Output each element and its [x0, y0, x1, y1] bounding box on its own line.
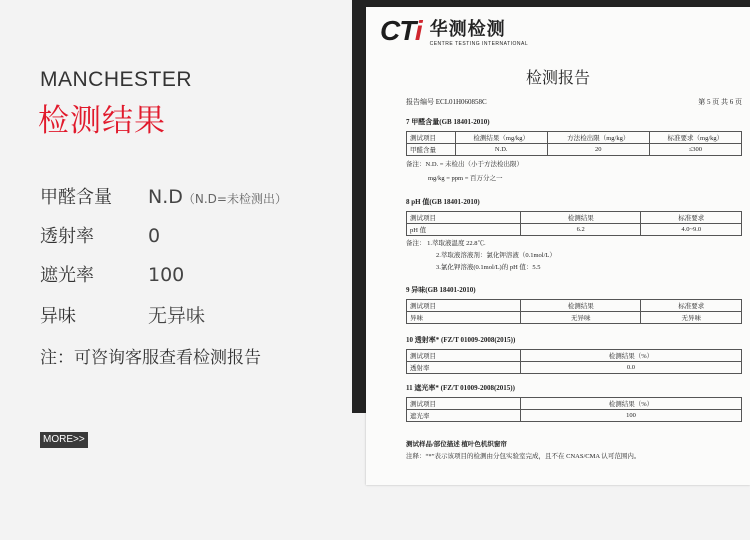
- table-row: [407, 312, 742, 324]
- table-header-row: [407, 398, 742, 410]
- table-header: 测试项目: [407, 132, 456, 144]
- consult-note: 注：可咨询客服查看检测报告: [40, 348, 261, 368]
- table-cell: 透射率: [407, 362, 521, 374]
- section-title: 7 甲醛含量(GB 18401-2010): [406, 118, 490, 126]
- table-cell: 6.2: [520, 224, 641, 236]
- table-header: 检测结果: [520, 300, 641, 312]
- result-row: [40, 222, 160, 248]
- result-value: N.D: [148, 186, 183, 208]
- table-cell: pH 值: [407, 224, 521, 236]
- formaldehyde-table: [406, 131, 742, 156]
- table-header: 标准要求（mg/kg）: [649, 132, 741, 144]
- result-key: 遮光率: [40, 265, 94, 286]
- remark: 备注：N.D. = 未检出（小于方法检出限）: [406, 161, 524, 168]
- table-row: [407, 144, 742, 156]
- table-header: 测试项目: [407, 300, 521, 312]
- table-header: 测试项目: [407, 350, 521, 362]
- result-value: 100: [148, 264, 185, 286]
- table-header: 检测结果（mg/kg）: [455, 132, 547, 144]
- table-cell: N.D.: [455, 144, 547, 156]
- logo-mark-text: CT: [380, 15, 415, 46]
- table-cell: 遮光率: [407, 410, 521, 422]
- transmittance-table: [406, 349, 742, 374]
- remark: 3.氯化钾溶液(0.1mol/L)的 pH 值：5.5: [436, 264, 541, 271]
- shading-table: [406, 397, 742, 422]
- remark: 备注： 1.萃取液温度 22.8℃.: [406, 240, 486, 247]
- section-headline: 检测结果: [38, 103, 166, 139]
- section-title: 9 异味(GB 18401-2010): [406, 286, 476, 294]
- sample-description: 测试样品/部位描述 植叶色机织窗帘: [406, 441, 507, 448]
- table-header-row: [407, 212, 742, 224]
- report-meta: [406, 97, 742, 107]
- table-cell: 异味: [407, 312, 521, 324]
- product-info-panel: [0, 0, 352, 540]
- odor-table: [406, 299, 742, 324]
- ph-table: [406, 211, 742, 236]
- table-cell: 0.0: [520, 362, 741, 374]
- table-cell: ≤300: [649, 144, 741, 156]
- result-row: [40, 301, 205, 328]
- cti-logo-mark: [380, 15, 422, 47]
- table-header: 方法检出限（mg/kg）: [547, 132, 649, 144]
- page-indicator: 第 5 页 共 6 页: [698, 98, 742, 106]
- table-row: [407, 410, 742, 422]
- result-key: 透射率: [40, 226, 94, 247]
- logo-english-name: CENTRE TESTING INTERNATIONAL: [429, 41, 529, 47]
- logo-mark-i: i: [414, 15, 422, 46]
- table-header-row: [407, 300, 742, 312]
- remark: mg/kg = ppm = 百万分之一: [428, 175, 503, 182]
- table-cell: 无异味: [641, 312, 742, 324]
- result-key: 甲醛含量: [40, 187, 112, 208]
- table-cell: 无异味: [520, 312, 641, 324]
- result-row: [40, 183, 287, 209]
- table-cell: 20: [547, 144, 649, 156]
- table-cell: 4.0~9.0: [641, 224, 742, 236]
- table-row: [407, 362, 742, 374]
- table-cell: 100: [520, 410, 741, 422]
- test-report-document: [366, 7, 750, 485]
- table-header: 测试项目: [407, 212, 521, 224]
- table-cell: 甲醛含量: [407, 144, 456, 156]
- logo-chinese-name: 华测检测: [429, 19, 506, 40]
- brand-name: MANCHESTER: [40, 68, 193, 91]
- table-header: 测试项目: [407, 398, 521, 410]
- result-row: [40, 261, 184, 287]
- table-row: [407, 224, 742, 236]
- table-header-row: [407, 132, 742, 144]
- section-title: 10 透射率* (FZ/T 01009-2008(2015)): [406, 336, 516, 344]
- table-header: 检测结果（%）: [520, 350, 741, 362]
- footnote: 注释：“*”表示该项目的检测由分包实验室完成，且不在 CNAS/CMA 认可范围内。: [406, 453, 641, 460]
- table-header-row: [407, 350, 742, 362]
- table-header: 检测结果: [520, 212, 641, 224]
- remark: 2.萃取液溶液剂：氯化钾溶液（0.1mol/L）: [436, 252, 556, 259]
- more-button[interactable]: MORE>>: [40, 432, 88, 448]
- report-title: 检测报告: [525, 68, 590, 87]
- table-header: 检测结果（%）: [520, 398, 741, 410]
- result-value: 无异味: [148, 305, 206, 327]
- result-key: 异味: [40, 306, 76, 327]
- result-value: 0: [148, 225, 161, 247]
- section-title: 8 pH 值(GB 18401-2010): [406, 198, 480, 206]
- report-number: 报告编号 ECL01H060858C: [406, 98, 487, 106]
- table-header: 标准要求: [641, 300, 742, 312]
- section-title: 11 遮光率* (FZ/T 01009-2008(2015)): [406, 384, 515, 392]
- table-header: 标准要求: [641, 212, 742, 224]
- cti-logo: [380, 15, 528, 47]
- result-note: （N.D=未检测出）: [182, 192, 287, 206]
